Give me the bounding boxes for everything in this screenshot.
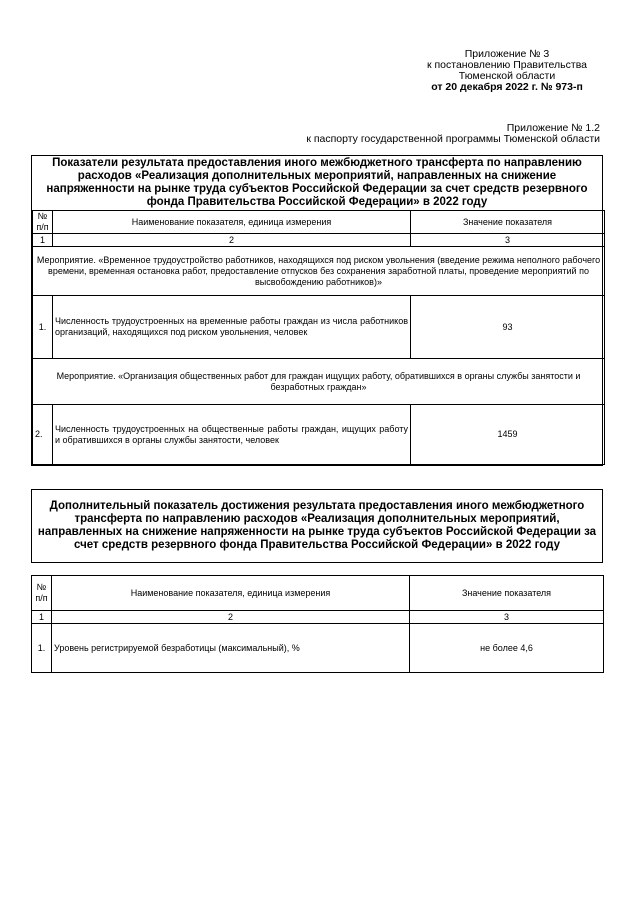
col-number: 3: [411, 234, 605, 247]
row-value: 93: [411, 296, 605, 359]
row-name: Численность трудоустроенных на временные работы граждан из числа работников организаций, находящихся под риском увольнения, человек: [53, 296, 411, 359]
program-appendix-header: [306, 123, 600, 145]
col-number: 3: [410, 611, 604, 624]
header-num: № п/п: [33, 211, 53, 234]
program-appendix-passport-line: к паспорту государственной программы Тюменской области: [306, 133, 600, 145]
additional-indicator-title-box: [31, 489, 603, 563]
col-number: 2: [53, 234, 411, 247]
row-num: 2.: [33, 405, 53, 465]
additional-indicator-grid: [31, 575, 604, 673]
row-name: Численность трудоустроенных на общественные работы граждан, ищущих работу и обратившихся в органы службы занятости, человек: [53, 405, 411, 465]
column-number-row: [33, 234, 605, 247]
table-row: [33, 296, 605, 359]
indicators-table: [31, 155, 603, 466]
row-num: 1.: [33, 296, 53, 359]
appendix-number: Приложение № 3: [464, 48, 550, 60]
row-name: Уровень регистрируемой безработицы (максимальный), %: [52, 624, 410, 673]
row-value: не более 4,6: [410, 624, 604, 673]
header-value: Значение показателя: [411, 211, 605, 234]
table-row: [32, 624, 604, 673]
header-value: Значение показателя: [410, 576, 604, 611]
appendix-header: [412, 49, 602, 93]
column-number-row: [32, 611, 604, 624]
additional-indicator-table: [31, 575, 603, 673]
appendix-resolution-line: к постановлению Правительства: [426, 59, 588, 71]
indicators-grid: [32, 210, 605, 465]
additional-indicator-title: Дополнительный показатель достижения результата предоставления иного межбюджетного трансферта по направлению расходов «Реализация дополнительных мероприятий, направленных на снижение напряженности на рынке труда субъектов Российской Федерации за счет средств резервного фонда Правительства Российской Федерации» в 2022 году: [37, 500, 597, 551]
table-header-row: [32, 576, 604, 611]
header-num: № п/п: [32, 576, 52, 611]
event-row: [33, 359, 605, 405]
row-num: 1.: [32, 624, 52, 673]
event-text: Мероприятие. «Временное трудоустройство работников, находящихся под риском увольнения (введение режима неполного рабочего времени, временная остановка работ, предоставление отпусков без сохранения заработной платы, проведение мероприятий по высвобождению работников)»: [33, 247, 605, 296]
event-text: Мероприятие. «Организация общественных работ для граждан ищущих работу, обратившихся в органы службы занятости и безработных граждан»: [33, 359, 605, 405]
event-row: [33, 247, 605, 296]
header-name: Наименование показателя, единица измерения: [53, 211, 411, 234]
col-number: 2: [52, 611, 410, 624]
col-number: 1: [33, 234, 53, 247]
header-name: Наименование показателя, единица измерения: [52, 576, 410, 611]
program-appendix-number: Приложение № 1.2: [506, 122, 600, 134]
table-header-row: [33, 211, 605, 234]
appendix-date-line: от 20 декабря 2022 г. № 973-п: [431, 81, 583, 93]
indicators-table-title: Показатели результата предоставления иного межбюджетного трансферта по направлению расходов «Реализация дополнительных мероприятий, направленных на снижение напряженности на рынке труда субъектов Российской Федерации за счет средств резервного фонда Правительства Российской Федерации» в 2022 году: [46, 157, 588, 208]
table-row: [33, 405, 605, 465]
row-value: 1459: [411, 405, 605, 465]
appendix-region-line: Тюменской области: [458, 70, 556, 82]
col-number: 1: [32, 611, 52, 624]
